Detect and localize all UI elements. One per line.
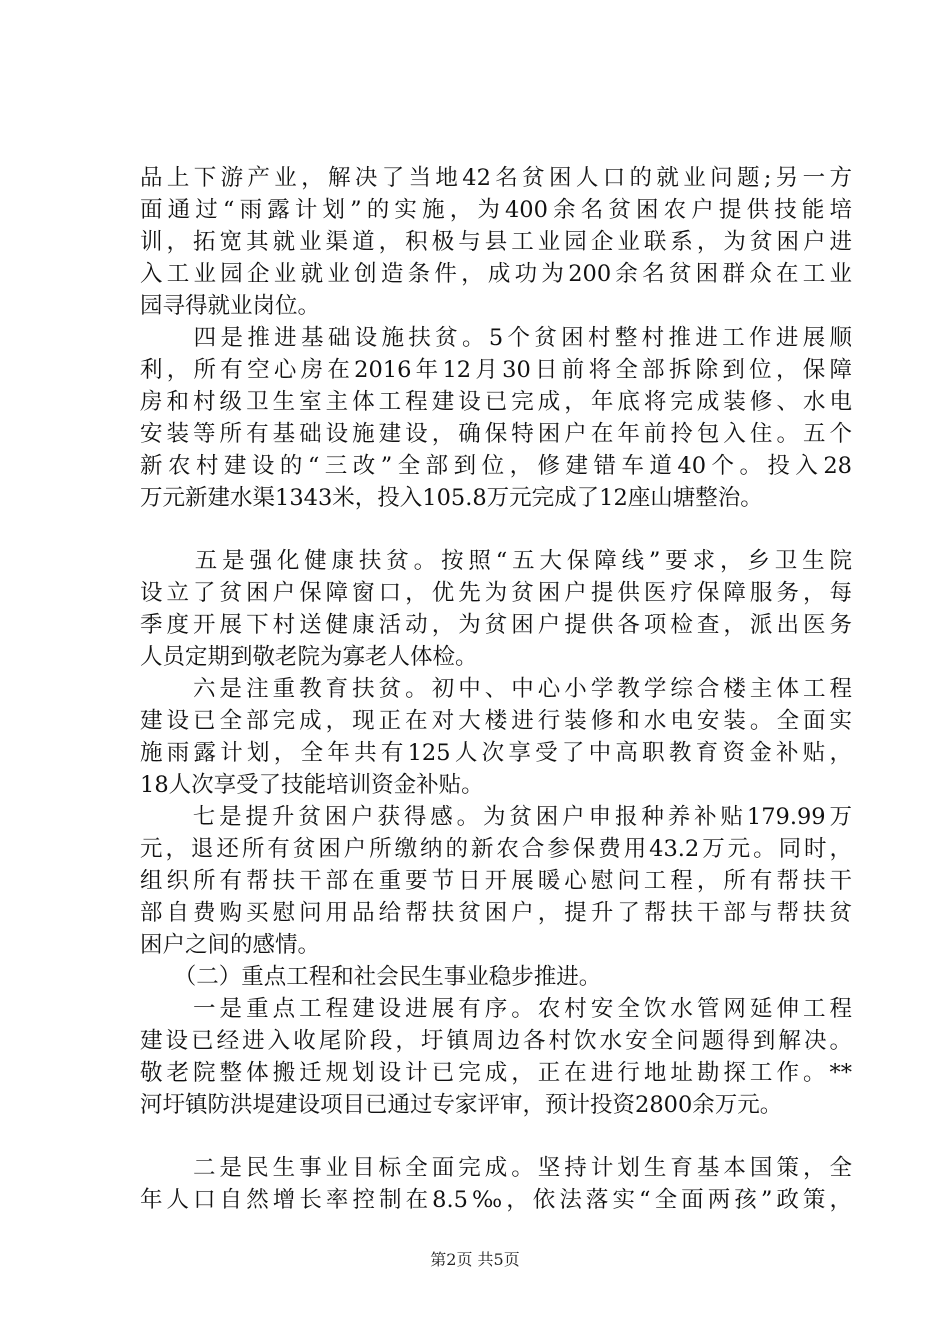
- paragraph-spacer: [140, 1121, 852, 1152]
- paragraph: [140, 162, 852, 322]
- text-line: 设立了贫困户保障窗口，优先为贫困户提供医疗保障服务，每: [140, 580, 852, 606]
- text-line: 六是注重教育扶贫。初中、中心小学教学综合楼主体工程: [140, 676, 852, 702]
- paragraph: [140, 545, 852, 673]
- paragraph-spacer: [140, 514, 852, 545]
- text-line: 新农村建设的“三改”全部到位，修建错车道40个。投入28: [140, 453, 852, 479]
- text-line: 建设已经进入收尾阶段，圩镇周边各村饮水安全问题得到解决。: [140, 1028, 852, 1054]
- text-line: 入工业园企业就业创造条件，成功为200余名贫困群众在工业: [140, 261, 852, 287]
- text-line: 18人次享受了技能培训资金补贴。: [140, 772, 484, 798]
- text-line: 安装等所有基础设施建设，确保特困户在年前拎包入住。五个: [140, 421, 852, 447]
- text-line: 万元新建水渠1343米，投入105.8万元完成了12座山塘整治。: [140, 485, 763, 511]
- text-line: 年人口自然增长率控制在8.5‰，依法落实“全面两孩”政策，: [140, 1187, 852, 1213]
- text-line: 四是推进基础设施扶贫。5个贫困村整村推进工作进展顺: [140, 325, 852, 351]
- text-line: 敬老院整体搬迁规划设计已完成，正在进行地址勘探工作。**: [140, 1060, 852, 1086]
- text-line: 房和村级卫生室主体工程建设已完成，年底将完成装修、水电: [140, 389, 852, 415]
- paragraph: [140, 673, 852, 801]
- text-line: 河圩镇防洪堤建设项目已通过专家评审，预计投资2800余万元。: [140, 1092, 783, 1118]
- paragraph: [140, 1152, 852, 1216]
- text-line: 组织所有帮扶干部在重要节日开展暖心慰问工程，所有帮扶干: [140, 868, 852, 894]
- text-line: 部自费购买慰问用品给帮扶贫困户，提升了帮扶干部与帮扶贫: [140, 900, 852, 926]
- document-body: [140, 162, 852, 1216]
- text-line: 园寻得就业岗位。: [140, 293, 321, 319]
- text-line: 人员定期到敬老院为寡老人体检。: [140, 644, 478, 670]
- text-line: 训，拓宽其就业渠道，积极与县工业园企业联系，为贫困户进: [140, 229, 852, 255]
- text-line: 品上下游产业，解决了当地42名贫困人口的就业问题;另一方: [140, 165, 852, 191]
- text-line: 利，所有空心房在2016年12月30日前将全部拆除到位，保障: [140, 357, 852, 383]
- paragraph: [140, 322, 852, 514]
- text-line: 季度开展下村送健康活动，为贫困户提供各项检查，派出医务: [140, 612, 852, 638]
- text-line: （二）重点工程和社会民生事业稳步推进。: [140, 964, 602, 990]
- text-line: 一是重点工程建设进展有序。农村安全饮水管网延伸工程: [140, 996, 852, 1022]
- text-line: 困户之间的感情。: [140, 932, 321, 958]
- text-line: 面通过“雨露计划”的实施，为400余名贫困农户提供技能培: [140, 197, 852, 223]
- text-line: 建设已全部完成，现正在对大楼进行装修和水电安装。全面实: [140, 708, 852, 734]
- page-number-footer: 第2页 共5页: [430, 1250, 520, 1269]
- paragraph: [140, 801, 852, 961]
- text-line: 五是强化健康扶贫。按照“五大保障线”要求，乡卫生院: [140, 548, 852, 574]
- paragraph: [140, 993, 852, 1121]
- text-line: 元，退还所有贫困户所缴纳的新农合参保费用43.2万元。同时，: [140, 836, 852, 862]
- paragraph: [140, 961, 852, 993]
- text-line: 二是民生事业目标全面完成。坚持计划生育基本国策，全: [140, 1155, 852, 1181]
- text-line: 施雨露计划，全年共有125人次享受了中高职教育资金补贴，: [140, 740, 852, 766]
- text-line: 七是提升贫困户获得感。为贫困户申报种养补贴179.99万: [140, 804, 852, 830]
